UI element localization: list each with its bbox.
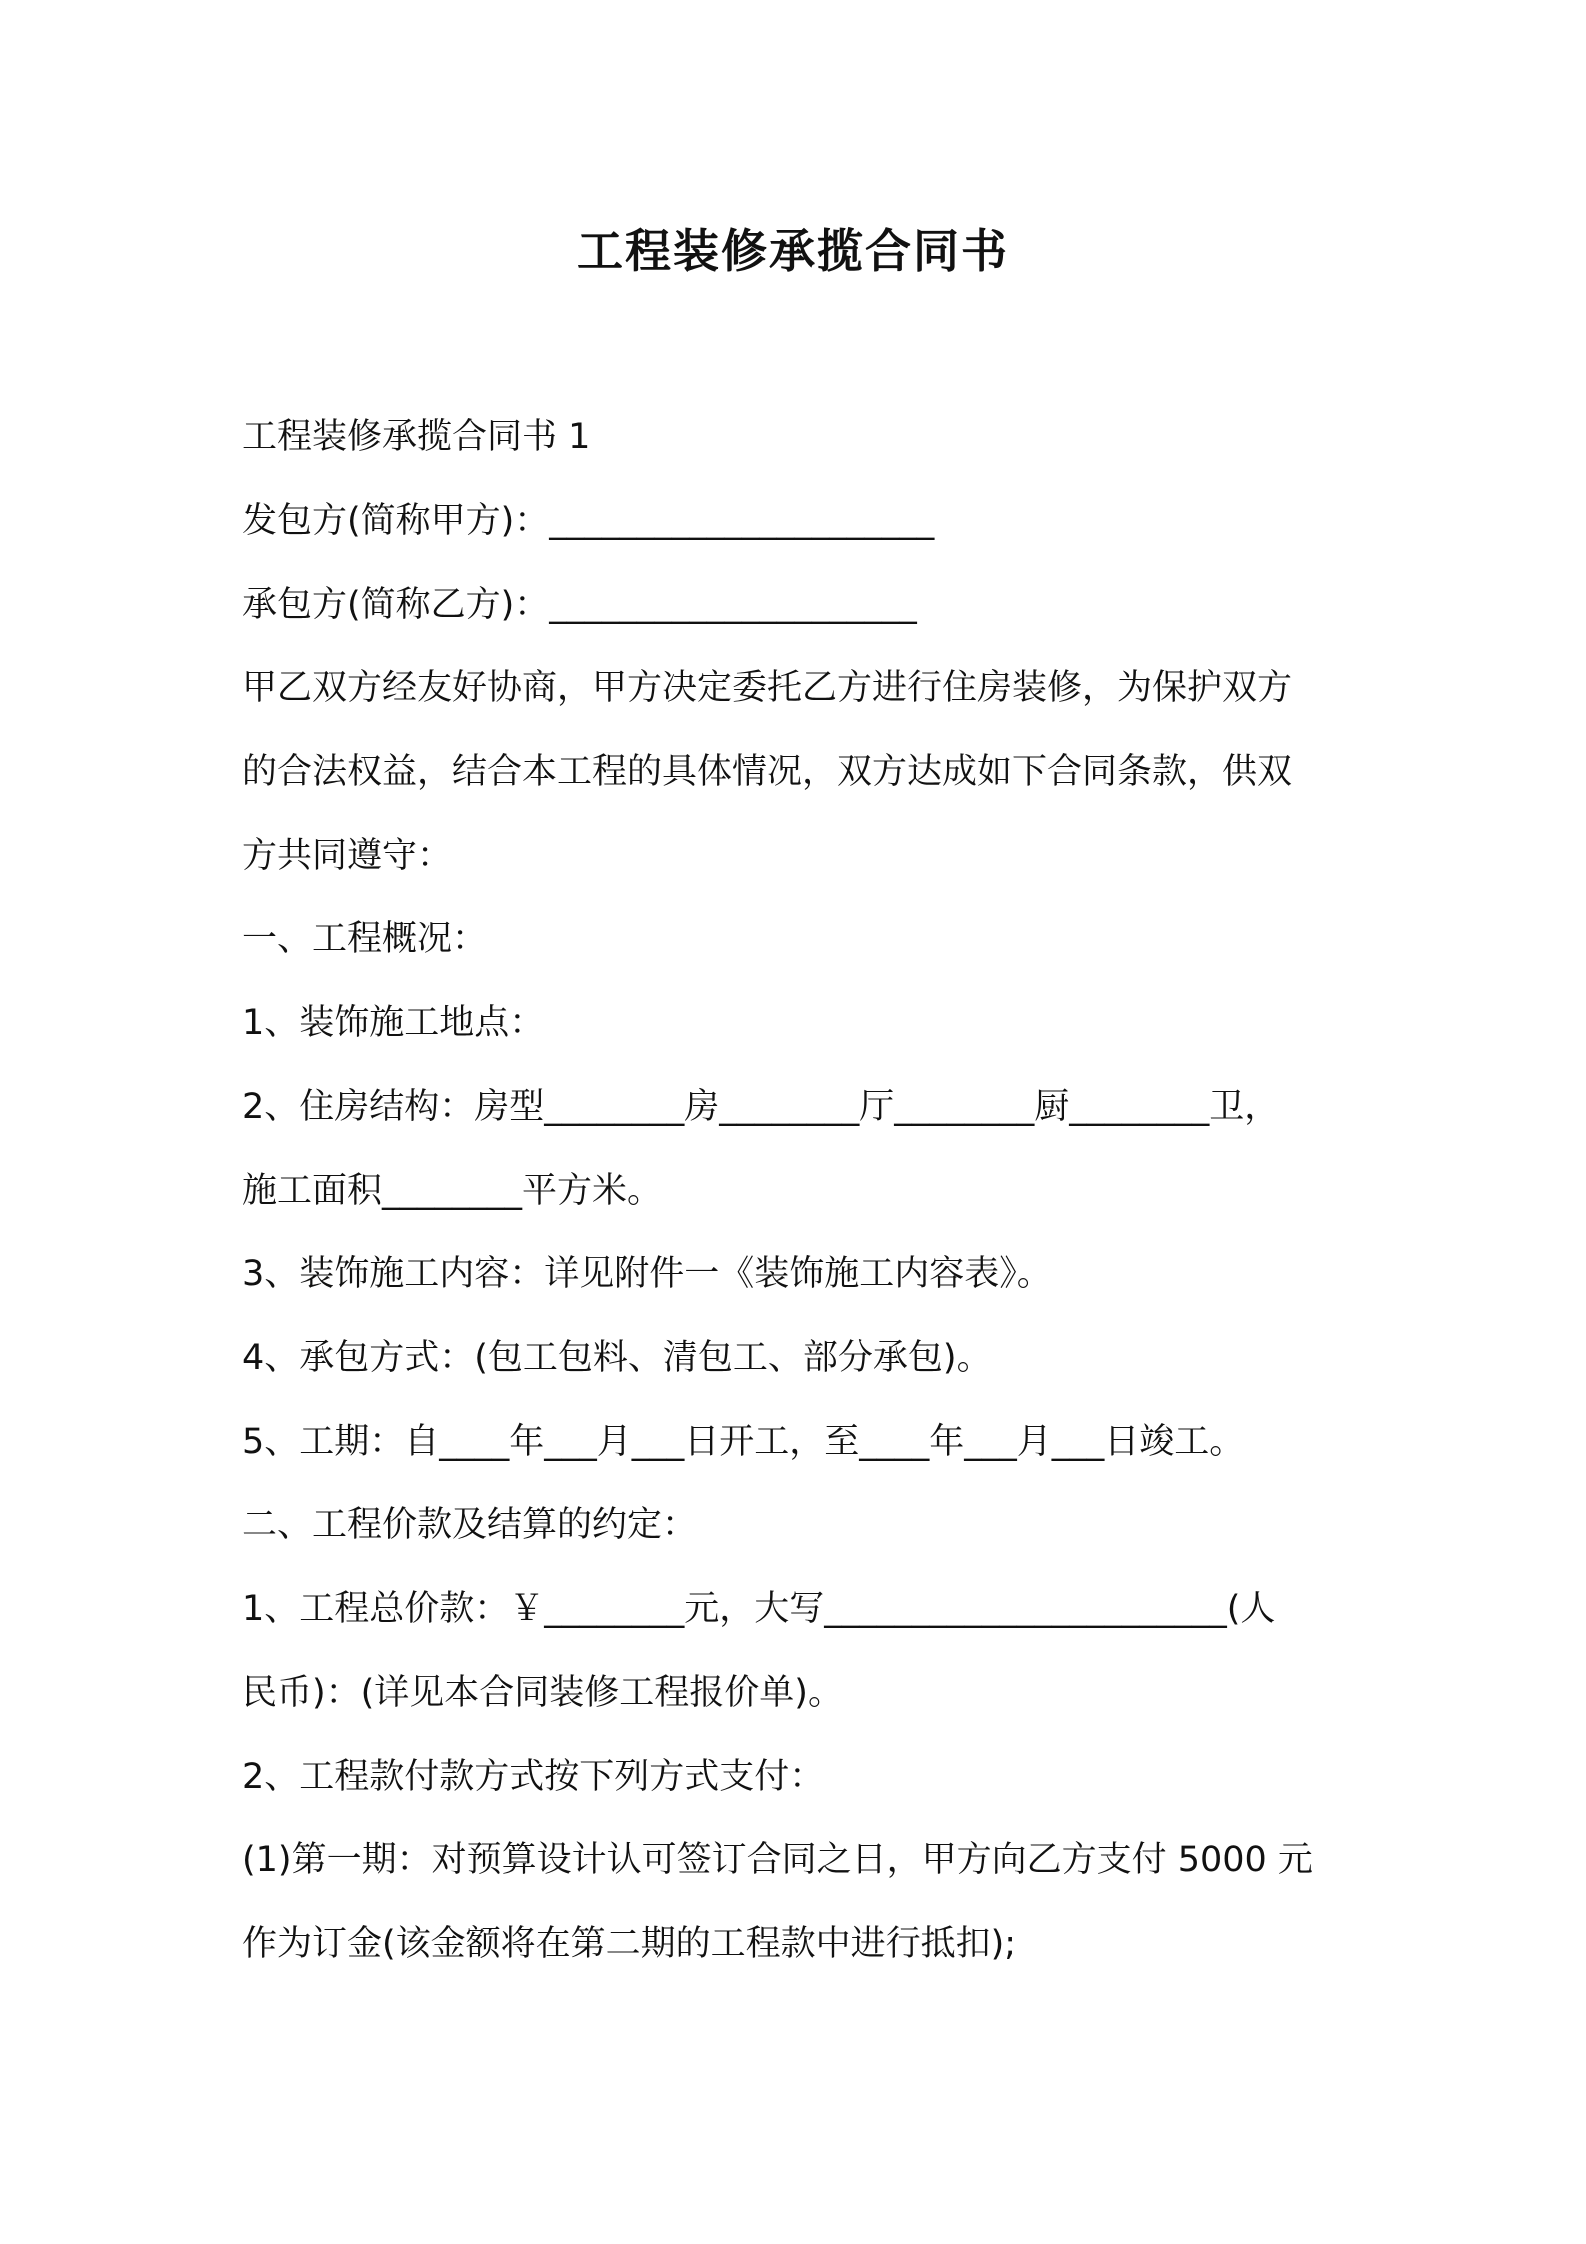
clause-2-2-1-cont: 作为订金(该金额将在第二期的工程款中进行抵扣); bbox=[242, 1924, 1017, 1964]
clause-1-2: 2、住房结构：房型________房________厅________厨________卫， bbox=[242, 1087, 1280, 1127]
section-heading-1: 一、工程概况： bbox=[242, 919, 488, 959]
clause-1-5: 5、工期：自____年___月___日开工，至____年___月___日竣工。 bbox=[242, 1422, 1245, 1462]
contract-subtitle: 工程装修承揽合同书 1 bbox=[242, 417, 591, 457]
party-b-line: 承包方(简称乙方)：_____________________ bbox=[242, 585, 917, 625]
clause-2-1-cont: 民币)：(详见本合同装修工程报价单)。 bbox=[242, 1673, 843, 1713]
party-a-line: 发包方(简称甲方)：______________________ bbox=[242, 501, 935, 541]
section-heading-2: 二、工程价款及结算的约定： bbox=[242, 1505, 698, 1545]
clause-2-1: 1、工程总价款：￥________元，大写_______________________(人 bbox=[242, 1589, 1276, 1629]
preamble-line-3: 方共同遵守： bbox=[242, 836, 453, 876]
clause-1-3: 3、装饰施工内容：详见附件一《装饰施工内容表》。 bbox=[242, 1254, 1052, 1294]
preamble-line-1: 甲乙双方经友好协商，甲方决定委托乙方进行住房装修，为保护双方 bbox=[242, 668, 1293, 708]
preamble-line-2: 的合法权益，结合本工程的具体情况，双方达成如下合同条款，供双 bbox=[242, 752, 1293, 792]
document-title: 工程装修承揽合同书 bbox=[577, 224, 1009, 278]
clause-2-2: 2、工程款付款方式按下列方式支付： bbox=[242, 1757, 825, 1797]
clause-1-1: 1、装饰施工地点： bbox=[242, 1003, 545, 1043]
clause-1-2-cont: 施工面积________平方米。 bbox=[242, 1171, 663, 1211]
clause-2-2-1: (1)第一期：对预算设计认可签订合同之日，甲方向乙方支付 5000 元 bbox=[242, 1840, 1313, 1880]
clause-1-4: 4、承包方式：(包工包料、清包工、部分承包)。 bbox=[242, 1338, 992, 1378]
